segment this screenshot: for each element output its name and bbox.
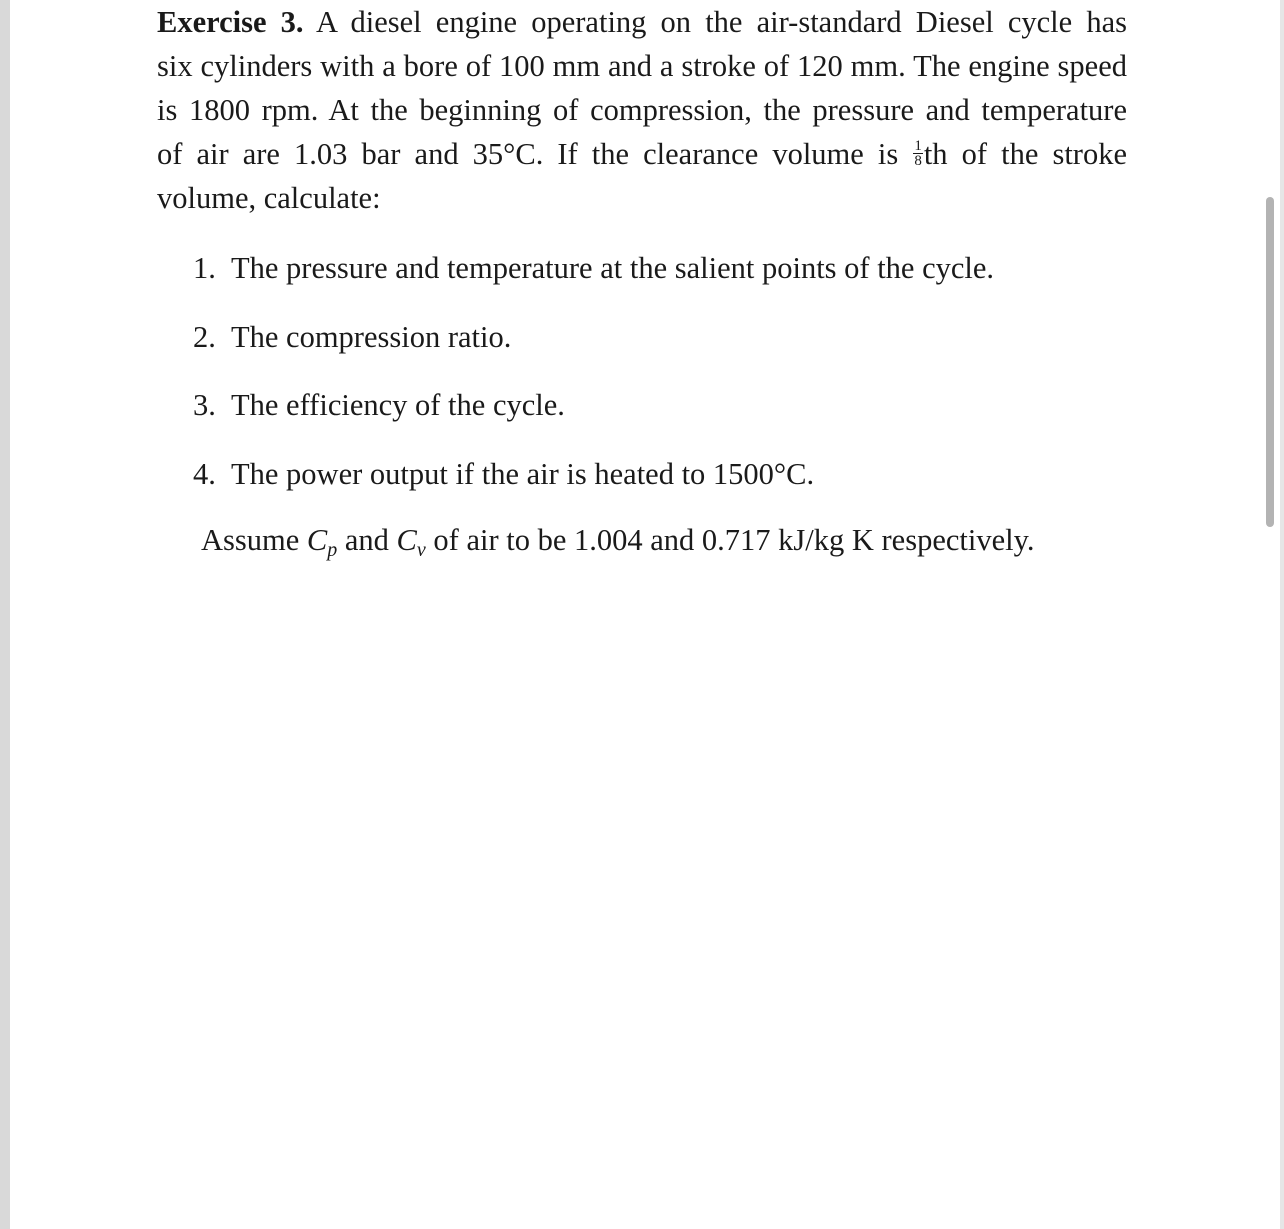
- statement-line-3: is 1800 rpm. At the beginning of compression, the pressure and temperature: [157, 93, 1127, 127]
- list-item: 3. The efficiency of the cycle.: [193, 388, 565, 422]
- cv-symbol: C: [396, 523, 417, 557]
- cp-subscript: p: [327, 539, 338, 561]
- left-page-edge: [0, 0, 10, 1229]
- task-list: [193, 246, 994, 520]
- list-item: 2. The compression ratio.: [193, 319, 512, 354]
- exercise-label: Exercise 3.: [157, 5, 304, 39]
- statement-line-5: volume, calculate:: [157, 181, 381, 215]
- assumption-note: Assume Cp and Cv of air to be 1.004 and 0.717 kJ/kg K respectively.: [201, 523, 1035, 561]
- exercise-statement: [157, 0, 1127, 220]
- document-page: [157, 0, 1128, 561]
- statement-line-4: of air are 1.03 bar and 35°C. If the clearance volume is $\frac{1}{8}$ th of the stroke: [157, 137, 1128, 171]
- vertical-scrollbar-thumb[interactable]: [1266, 197, 1274, 527]
- cv-subscript: v: [416, 539, 426, 561]
- list-item: 1. The pressure and temperature at the salient points of the cycle.: [193, 251, 995, 285]
- statement-line-1: Exercise 3. A diesel engine operating on the air-standard Diesel cycle has: [157, 5, 1127, 39]
- list-item: 4. The power output if the air is heated to 1500°C.: [193, 456, 815, 491]
- right-page-edge: [1280, 0, 1284, 1229]
- statement-line-2: six cylinders with a bore of 100 mm and a stroke of 120 mm. The engine speed: [157, 49, 1127, 83]
- fraction-one-eighth: $\frac{1}{8}$: [914, 137, 922, 169]
- cp-symbol: C: [306, 523, 328, 557]
